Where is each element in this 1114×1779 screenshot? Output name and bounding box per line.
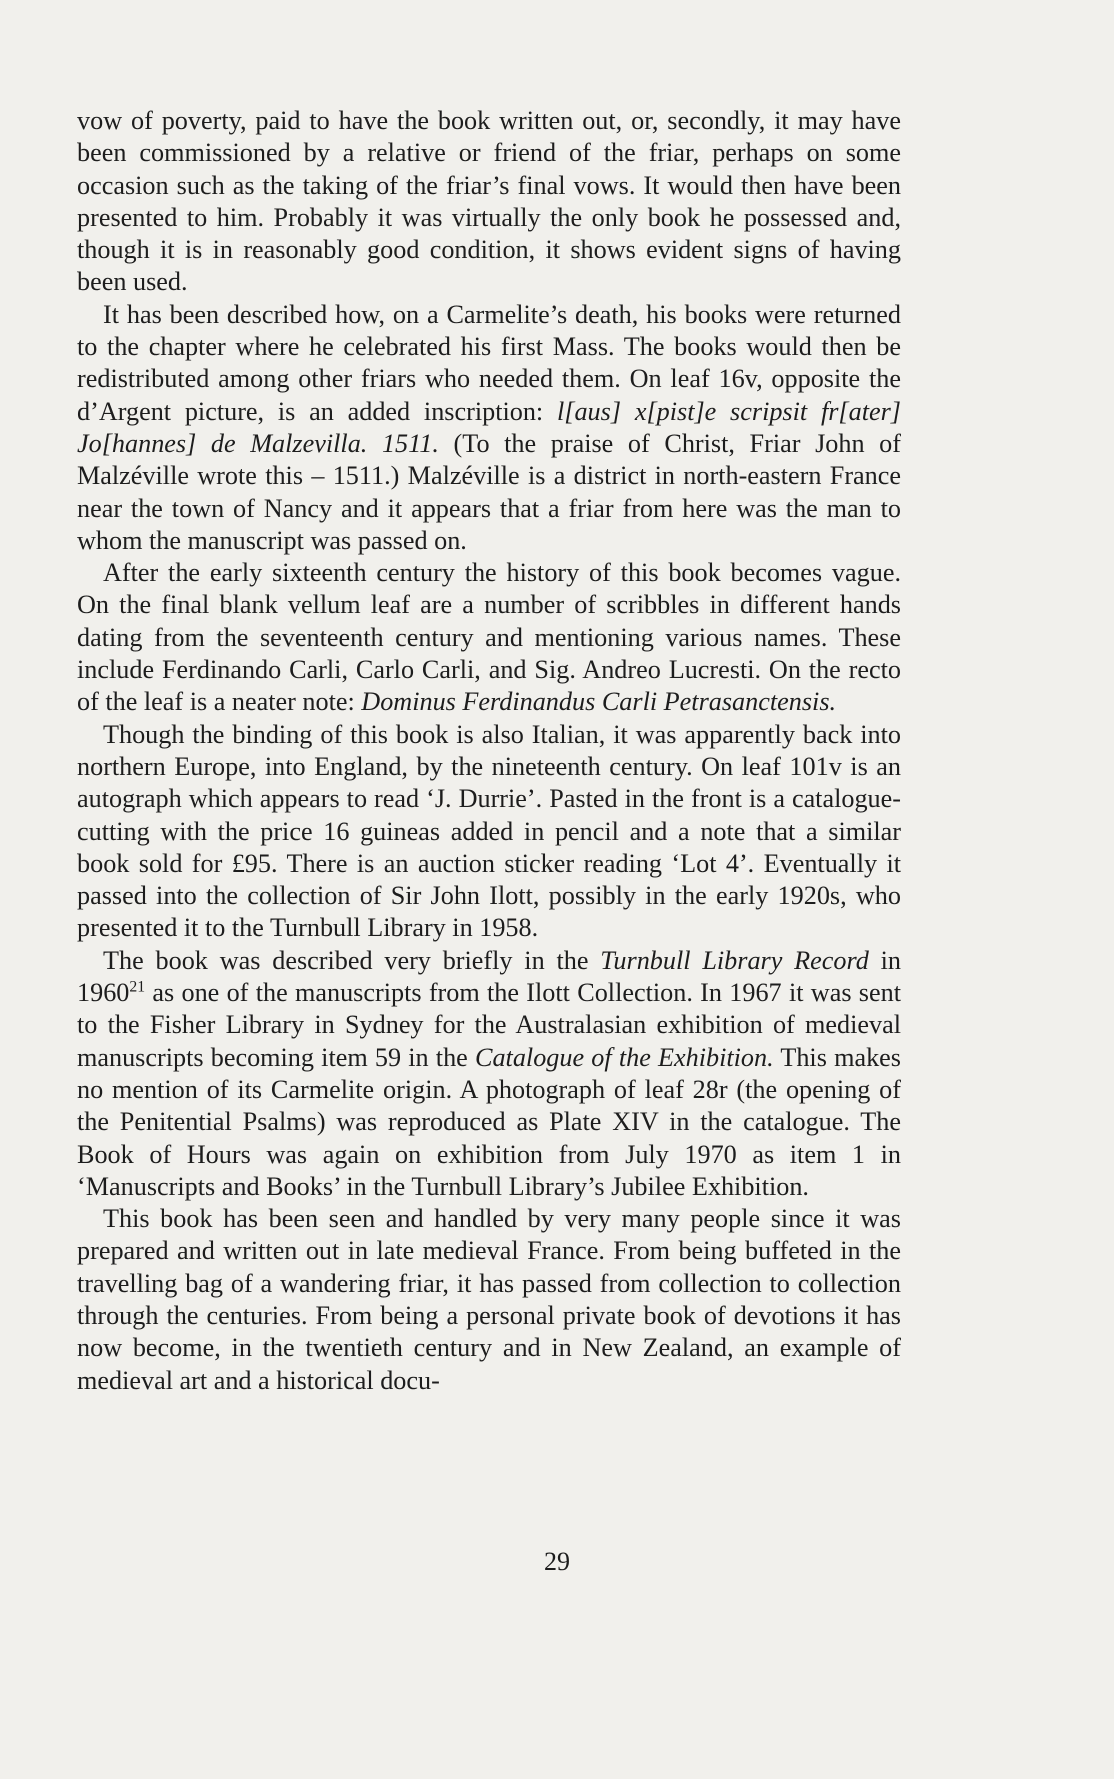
italic-text: Catalogue of the Exhibition. xyxy=(474,1042,774,1072)
italic-text: l[aus] x[pist]e scripsit fr[ater] Jo[hannes] de Malzevilla. 1511. xyxy=(77,396,901,458)
paragraph-4: Though the binding of this book is also Italian, it was apparently back into northern Europe, into England, by the nineteenth century. On leaf 101v is an autograph which appears to read ‘J. Durrie’. Pasted in the front is a catalogue-cutting with the price 16 guineas added in pencil and a note that a similar book sold for £95. There is an auction sticker reading ‘Lot 4’. Eventually it passed into the collection of Sir John Ilott, possibly in the early 1920s, who presented it to the Turnbull Library in 1958. xyxy=(77,719,901,943)
paragraph-2: It has been described how, on a Carmelite’s death, his books were returned to the chapter where he celebrated his first Mass. The books would then be redistributed among other friars who needed them. On leaf 16v, opposite the d’Argent picture, is an added inscription: l[aus] x[pist]e scripsit fr[ater] Jo[hannes] de Malzevilla. 1511. (To the praise of Christ, Friar John of Malzéville wrote this – 1511.) Malzéville is a district in north-eastern France near the town of Nancy and it appears that a friar from here was the man to whom the manuscript was passed on. xyxy=(77,299,901,555)
body-text xyxy=(77,105,901,1397)
paragraph-6: This book has been seen and handled by very many people since it was prepared and written out in late medieval France. From being buffeted in the travelling bag of a wandering friar, it has passed from collection to collection through the centuries. From being a personal private book of devotions it has now become, in the twentieth century and in New Zealand, an example of medieval art and a historical docu- xyxy=(77,1204,901,1395)
paragraph-5: The book was described very briefly in the Turnbull Library Record in 1960$^{21}$ as one of the manuscripts from the Ilott Collection. In 1967 it was sent to the Fisher Library in Sydney for the Australasian exhibition of medieval manuscripts becoming item 59 in the Catalogue of the Exhibition. This makes no mention of its Carmelite origin. A photograph of leaf 28r (the opening of the Penitential Psalms) was reproduced as Plate XIV in the catalogue. The Book of Hours was again on exhibition from July 1970 as item 1 in ‘Manuscripts and Books’ in the Turnbull Library’s Jubilee Exhibition. xyxy=(77,945,902,1201)
page-number: 29 xyxy=(544,1547,570,1576)
italic-text: Turnbull Library Record xyxy=(600,945,869,975)
italic-text: Dominus Ferdinandus Carli Petrasanctensis. xyxy=(361,687,837,717)
paragraph-3: After the early sixteenth century the history of this book becomes vague. On the final blank vellum leaf are a number of scribbles in different hands dating from the seventeenth century and mentioning various names. These include Ferdinando Carli, Carlo Carli, and Sig. Andreo Lucresti. On the recto of the leaf is a neater note: Dominus Ferdinandus Carli Petrasanctensis. xyxy=(77,558,901,717)
paragraph-1: vow of poverty, paid to have the book written out, or, secondly, it may have been commissioned by a relative or friend of the friar, perhaps on some occasion such as the taking of the friar’s final vows. It would then have been presented to him. Probably it was virtually the only book he possessed and, though it is in reasonably good condition, it shows evident signs of having been used. xyxy=(77,106,901,297)
footnote-ref: 21 xyxy=(129,978,146,996)
